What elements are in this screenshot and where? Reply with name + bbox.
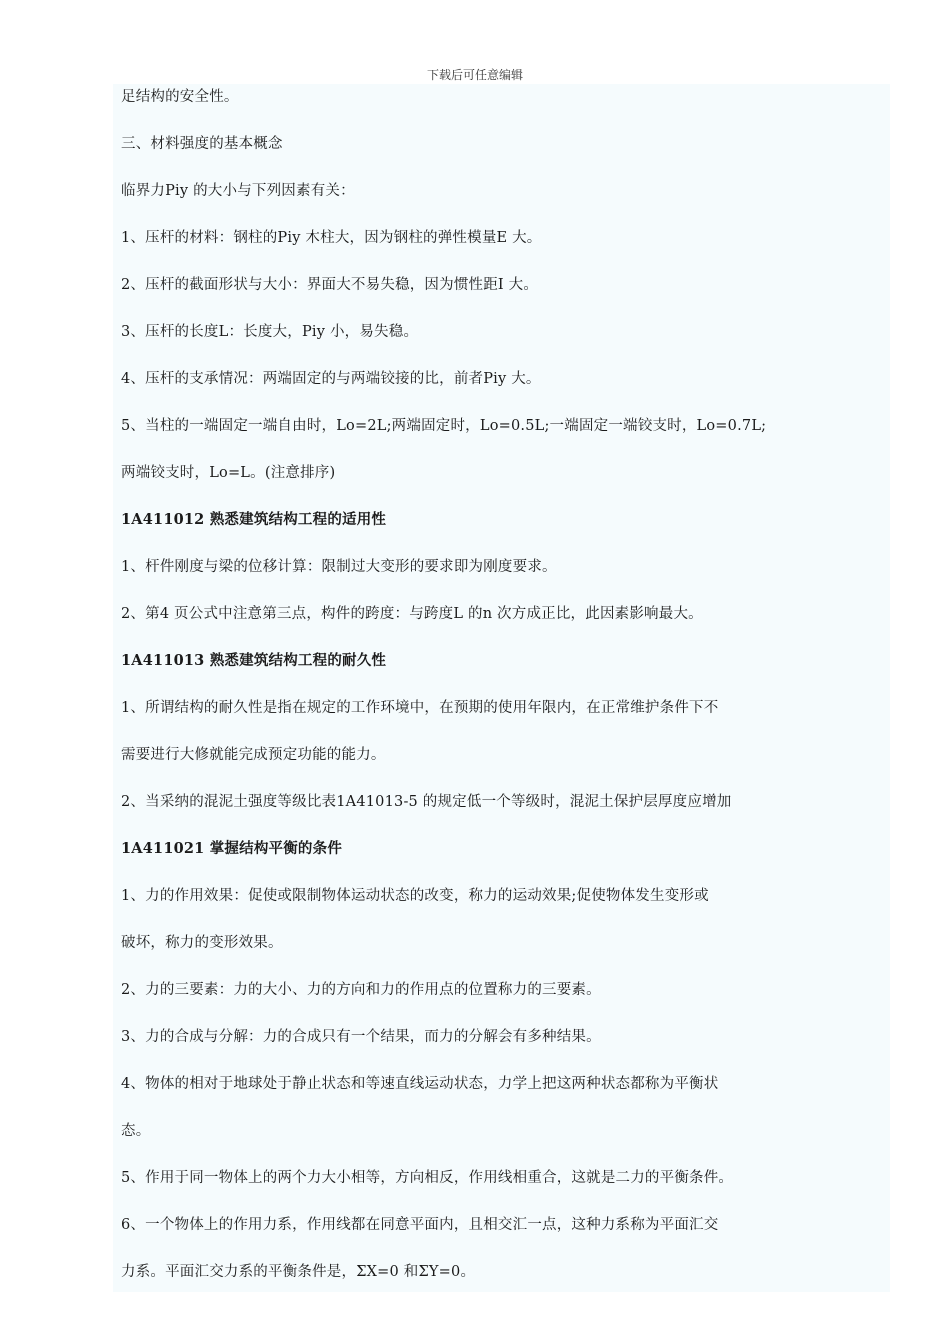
list-item: 5、当柱的一端固定一端自由时，Lo=2L;两端固定时，Lo=0.5L;一端固定一端铰支时，Lo=0.7L; (121, 418, 767, 434)
document-body (113, 84, 890, 1292)
list-item-continuation: 两端铰支时，Lo=L。(注意排序) (121, 465, 336, 481)
list-item-continuation: 需要进行大修就能完成预定功能的能力。 (121, 747, 386, 763)
list-item: 2、力的三要素：力的大小、力的方向和力的作用点的位置称力的三要素。 (121, 982, 601, 998)
list-item: 2、当采纳的混泥土强度等级比表1A41013-5 的规定低一个等级时，混泥土保护层厚度应增加 (121, 794, 732, 810)
list-item: 2、压杆的截面形状与大小：界面大不易失稳，因为惯性距I 大。 (121, 277, 539, 293)
list-item: 1、力的作用效果：促使或限制物体运动状态的改变，称力的运动效果;促使物体发生变形或 (121, 888, 709, 904)
list-item: 6、一个物体上的作用力系，作用线都在同意平面内，且相交汇一点，这种力系称为平面汇交 (121, 1217, 719, 1233)
list-item: 1、所谓结构的耐久性是指在规定的工作环境中，在预期的使用年限内，在正常维护条件下不 (121, 700, 719, 716)
section-heading: 1A411012 熟悉建筑结构工程的适用性 (121, 511, 387, 528)
page-header: 下载后可任意编辑 (426, 68, 523, 82)
list-item: 4、物体的相对于地球处于静止状态和等速直线运动状态，力学上把这两种状态都称为平衡状 (121, 1076, 719, 1092)
list-item: 5、作用于同一物体上的两个力大小相等，方向相反，作用线相重合，这就是二力的平衡条件。 (121, 1170, 734, 1186)
list-item: 1、压杆的材料：钢柱的Piy 木柱大，因为钢柱的弹性模量E 大。 (121, 230, 542, 246)
list-item: 4、压杆的支承情况：两端固定的与两端铰接的比，前者Piy 大。 (121, 371, 541, 387)
section-heading: 1A411013 熟悉建筑结构工程的耐久性 (121, 652, 387, 669)
list-item-continuation: 力系。平面汇交力系的平衡条件是，ΣX=0 和ΣY=0。 (121, 1264, 476, 1280)
list-item: 3、压杆的长度L：长度大，Piy 小，易失稳。 (121, 324, 419, 340)
list-item-continuation: 破坏，称力的变形效果。 (121, 935, 283, 951)
list-item: 3、力的合成与分解：力的合成只有一个结果，而力的分解会有多种结果。 (121, 1029, 601, 1045)
paragraph-line: 临界力Piy 的大小与下列因素有关： (121, 183, 355, 199)
list-item-continuation: 态。 (121, 1123, 151, 1139)
paragraph-line: 足结构的安全性。 (121, 89, 239, 105)
list-item: 1、杆件刚度与梁的位移计算：限制过大变形的要求即为刚度要求。 (121, 559, 557, 575)
section-heading: 1A411021 掌握结构平衡的条件 (121, 840, 343, 857)
section-title: 三、材料强度的基本概念 (121, 136, 283, 152)
list-item: 2、第4 页公式中注意第三点，构件的跨度：与跨度L 的n 次方成正比，此因素影响最大。 (121, 606, 703, 622)
